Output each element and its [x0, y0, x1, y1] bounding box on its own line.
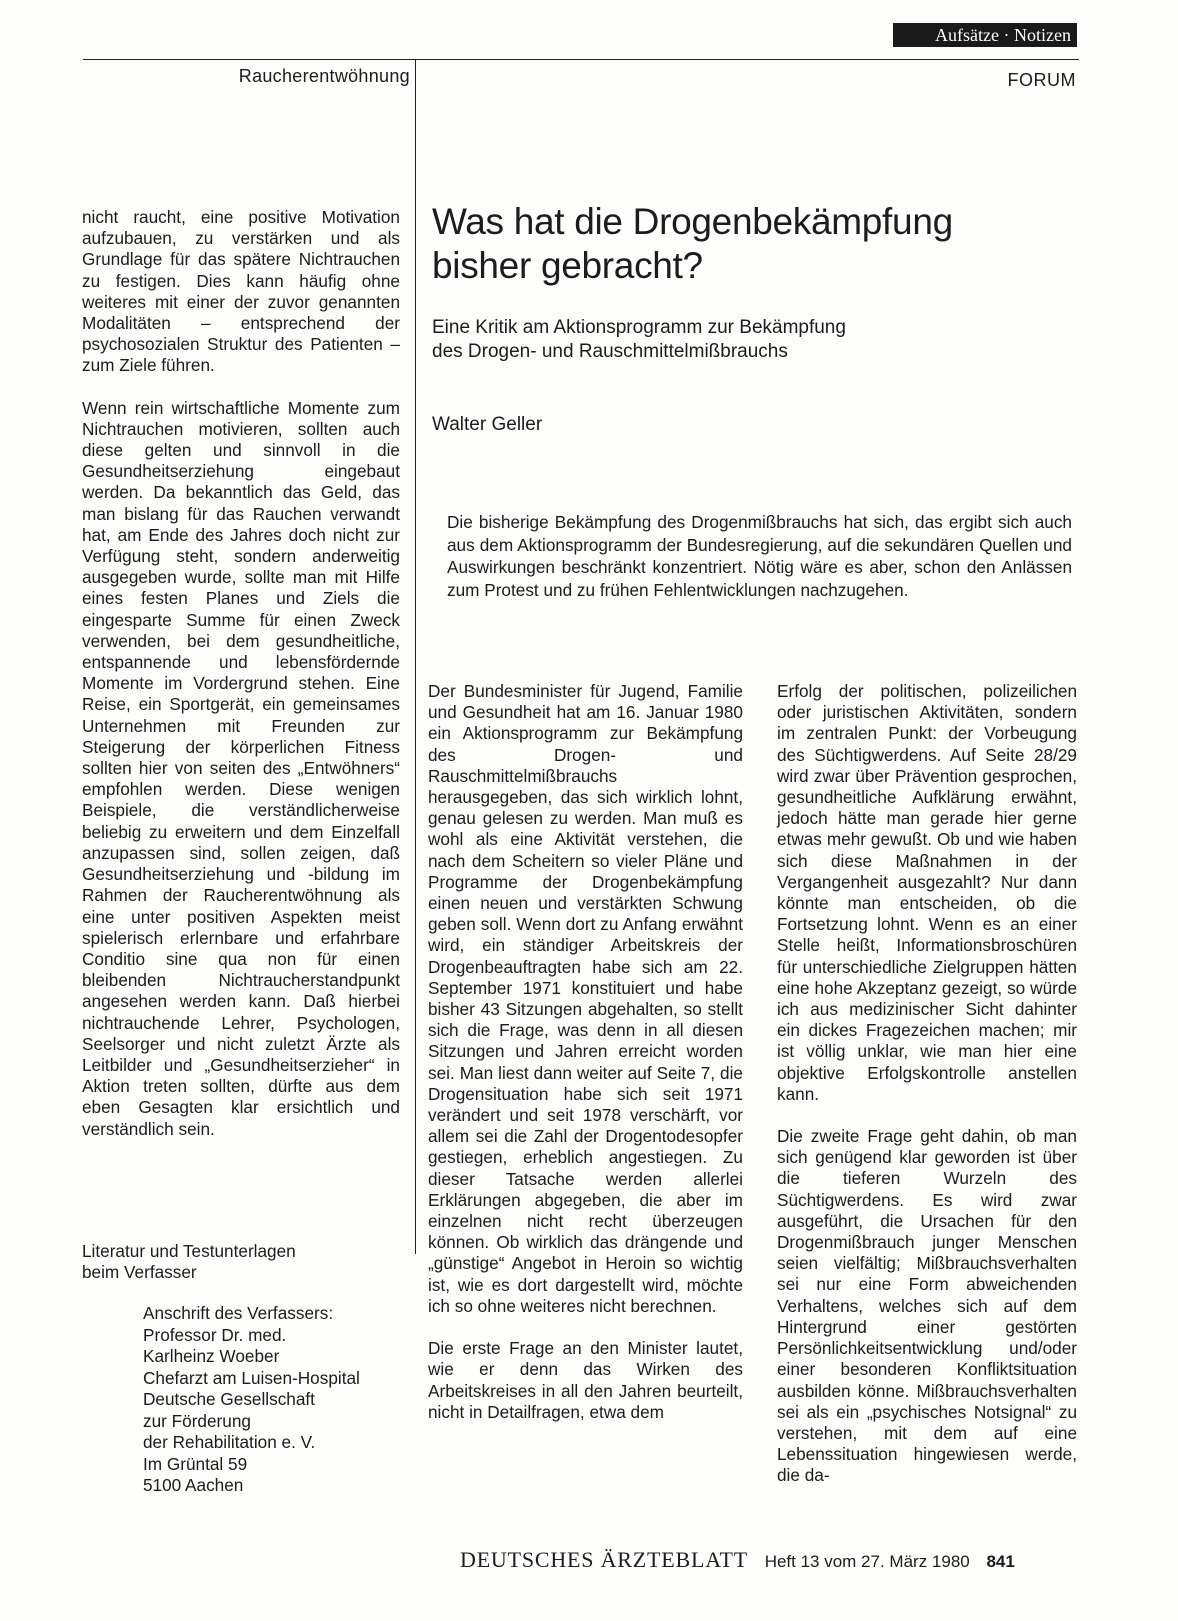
address-line: zur Förderung — [143, 1410, 251, 1431]
column-divider — [415, 59, 416, 1254]
section-label-left: Raucherentwöhnung — [238, 66, 410, 86]
subtitle-line-1: Eine Kritik am Aktionsprogramm zur Bekämpfung — [432, 317, 846, 338]
section-badge: Aufsätze · Notizen — [893, 23, 1077, 47]
left-paragraph-1: nicht raucht, eine positive Motivation aufzubauen, zu verstärken und als Grundlage für das spätere Nichtrauchen zu festigen. Dies kann häufig ohne weiteres mit einer der zuvor genannten Modalitäten – entsprechend der psychosozialen Struktur des Patienten – zum Ziele führen. — [82, 207, 400, 376]
address-line: Im Grüntal 59 — [143, 1453, 248, 1474]
left-paragraph-2: Wenn rein wirtschaftliche Momente zum Nichtrauchen motivieren, sollten auch diese gelten und sinnvoll in die Gesundheitserziehung eingebaut werden. Da bekanntlich das Geld, das man bislang für das Rauchen verwandt hat, am Ende des Jahres doch nicht zur Verfügung steht, sondern anderweitig ausgegeben wurde, sollte man mit Hilfe eines festen Planes und Ziels die eingesparte Summe für einen Zweck verwenden, bei dem gesundheitliche, entspannende und lebensfördernde Momente im Vordergrund stehen. Eine Reise, ein Sportgerät, ein gemeinsames Unternehmen mit Freunden zur Steigerung der körperlichen Fitness sollten hier von seiten des „Entwöhners“ empfohlen werden. Diese wenigen Beispiele, die verständlicherweise beliebig zu erweitern und dem Einzelfall anzupassen sind, sollen zeigen, daß Gesundheitserziehung und -bildung im Rahmen der Raucherentwöhnung als eine unter positiven Aspekten meist spielerisch erlernbare und erfahrbare Conditio sine qua non für einen bleibenden Nichtraucherstandpunkt angesehen werden kann. Daß hierbei nichtrauchende Lehrer, Psychologen, Seelsorger und nicht zuletzt Ärzte als Leitbilder und „Gesundheitserzieher“ in Aktion treten sollten, dürfte aus dem eben Gesagten klar ersichtlich und verständlich sein. — [82, 397, 400, 1139]
article-author: Walter Geller — [432, 414, 543, 435]
literature-note — [82, 1241, 400, 1283]
mid-paragraph-1: Der Bundesminister für Jugend, Familie und Gesundheit hat am 16. Januar 1980 ein Aktionsprogramm zur Bekämpfung des Drogen- und Rauschmittelmißbrauchs herausgegeben, das sich wirklich lohnt, genau gelesen zu werden. Man muß es wohl als eine Aktivität verstehen, die nach dem Scheitern so vieler Pläne und Programme der Drogenbekämpfung einen neuen und verstärkten Schwung geben soll. Wenn dort zu Anfang erwähnt wird, ein ständiger Arbeitskreis der Drogenbeauftragten habe sich am 22. September 1971 konstituiert und habe bisher 43 Sitzungen abgehalten, so stellt sich die Frage, was denn in all diesen Sitzungen und Jahren erreicht worden sei. Man liest dann weiter auf Seite 7, die Drogensituation habe sich seit 1971 verändert und seit 1978 verschärft, vor allem sei die Zahl der Drogentodesopfer gestiegen, erheblich angestiegen. Zu dieser Tatsache werden allerlei Erklärungen abgegeben, die aber im einzelnen nicht recht überzeugen können. Ob wirklich das drängende und „günstige“ Angebot in Heroin so wichtig ist, wie es dort dargestellt wird, möchte ich so ohne weiteres nicht berechnen. — [428, 681, 743, 1316]
right-column — [777, 681, 1077, 1508]
right-paragraph-1: Erfolg der politischen, polizeilichen oder juristischen Aktivitäten, sondern im zentralen Punkt: der Vorbeugung des Süchtigwerdens. Auf Seite 28/29 wird zwar über Prävention gesprochen, gesundheitliche Aufklärung erwähnt, jedoch hätte man gerade hier gerne etwas mehr gewußt. Ob und wie haben sich diese Maßnahmen in der Vergangenheit ausgezahlt? Nur dann könnte man entscheiden, ob die Fortsetzung lohnt. Wenn es an einer Stelle heißt, Informationsbroschüren für unterschiedliche Zielgruppen hätten eine hohe Akzeptanz gezeigt, so würde ich aus medizinischer Sicht dahinter ein dickes Fragezeichen machen; mir ist völlig unklar, wie man hier eine objektive Erfolgskontrolle anstellen kann. — [777, 681, 1077, 1104]
section-label-right: FORUM — [1007, 70, 1076, 90]
address-line: Chefarzt am Luisen-Hospital — [143, 1367, 360, 1388]
left-column — [82, 207, 400, 1161]
literature-line-2: beim Verfasser — [82, 1262, 197, 1283]
address-line: Deutsche Gesellschaft — [143, 1389, 315, 1409]
header-rule — [83, 59, 1079, 60]
article-abstract: Die bisherige Bekämpfung des Drogenmißbrauchs hat sich, das ergibt sich auch aus dem Aktionsprogramm der Bundesregierung, auf die sekundären Quellen und Auswirkungen beschränkt konzentriert. Nötig wäre es aber, schon den Anlässen zum Protest und zu frühen Fehlentwicklungen nachzugehen. — [447, 512, 1072, 600]
literature-line-1: Literatur und Testunterlagen — [82, 1241, 296, 1261]
address-line: 5100 Aachen — [143, 1475, 244, 1495]
address-line: Karlheinz Woeber — [143, 1346, 280, 1366]
journal-name: DEUTSCHES ÄRZTEBLATT — [460, 1547, 748, 1572]
address-line: Professor Dr. med. — [143, 1324, 287, 1345]
mid-paragraph-2: Die erste Frage an den Minister lautet, wie er denn das Wirken des Arbeitskreises in all den Jahren beurteilt, nicht in Detailfragen, etwa dem — [428, 1338, 743, 1422]
address-line: der Rehabilitation e. V. — [143, 1432, 316, 1452]
address-line: Anschrift des Verfassers: — [143, 1303, 334, 1323]
title-line-2: bisher gebracht? — [432, 245, 703, 286]
article-title — [432, 200, 1072, 288]
page-footer — [460, 1547, 1080, 1573]
middle-column — [428, 681, 743, 1444]
issue-info: Heft 13 vom 27. März 1980 — [764, 1552, 970, 1571]
article-subtitle — [432, 316, 1072, 364]
title-line-1: Was hat die Drogenbekämpfung — [432, 201, 953, 242]
right-paragraph-2: Die zweite Frage geht dahin, ob man sich genügend klar geworden ist über die tieferen Wurzeln des Süchtigwerdens. Es wird zwar ausgeführt, die Ursachen für den Drogenmißbrauch junger Menschen seien vielfältig; Mißbrauchsverhalten sei nur eine Form abweichenden Verhaltens, welches sich auf dem Hintergrund einer gestörten Persönlichkeitsentwicklung und/oder einer besonderen Konfliktsituation ausbilden könne. Mißbrauchsverhalten sei als ein „psychisches Notsignal“ zu verstehen, mit dem auf eine Lebenssituation hingewiesen werde, die da- — [777, 1126, 1077, 1486]
author-address — [143, 1303, 403, 1497]
subtitle-line-2: des Drogen- und Rauschmittelmißbrauchs — [432, 341, 788, 362]
page-number: 841 — [986, 1552, 1015, 1571]
